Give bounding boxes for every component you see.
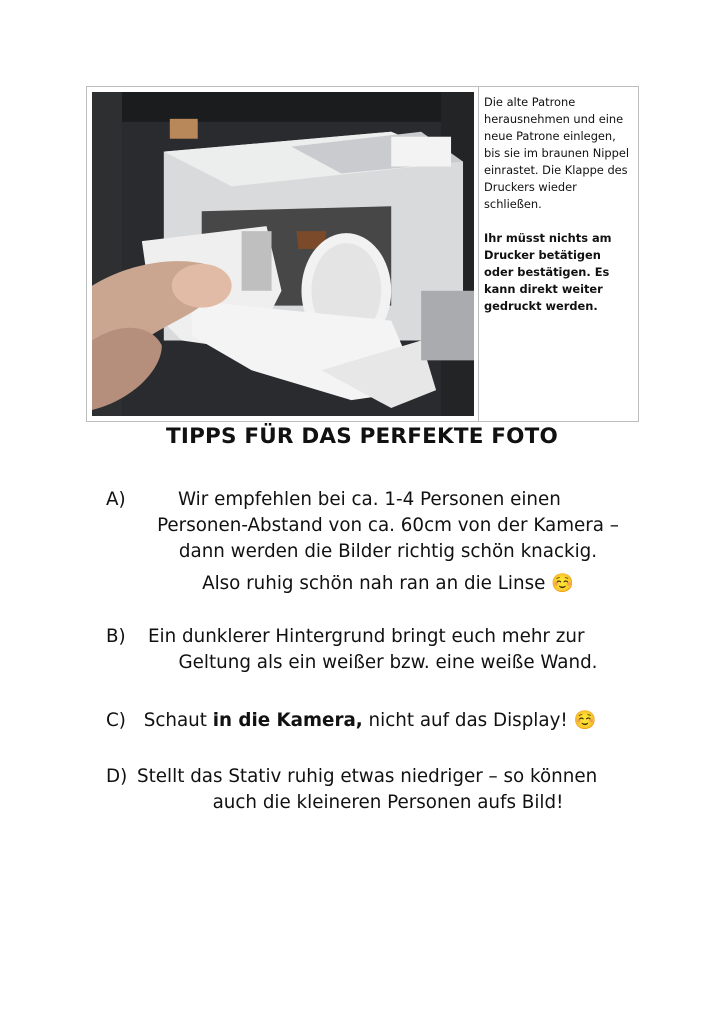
no-action-note: Ihr müsst nichts am Drucker betätigen oder bestätigen. Es kann direkt weiter gedruckt werden.	[484, 231, 612, 313]
photo-cell	[87, 87, 479, 421]
tip-d-line-1: Stellt das Stativ ruhig etwas niedriger – so können	[137, 766, 598, 787]
tip-b-letter: B)	[106, 626, 126, 647]
tip-b	[106, 624, 646, 676]
instruction-table	[86, 86, 639, 422]
tip-d-letter: D)	[106, 766, 128, 787]
cartridge-instruction: Die alte Patrone herausnehmen und eine neue Patrone einlegen, bis sie im braunen Nippel einrastet. Die Klappe des Druckers wieder schließen.	[484, 95, 630, 211]
instruction-text	[479, 87, 638, 421]
tip-c-text-end: nicht auf das Display! ☺️	[362, 710, 597, 731]
tip-c	[106, 708, 646, 734]
tip-a-line-4: Also ruhig schön nah ran an die Linse ☺️	[202, 573, 574, 594]
tip-d-line-2: auch die kleineren Personen aufs Bild!	[212, 792, 564, 813]
page-heading: TIPPS FÜR DAS PERFEKTE FOTO	[166, 424, 558, 449]
tip-a-line-3: dann werden die Bilder richtig schön knackig.	[178, 541, 598, 562]
tip-d	[106, 764, 646, 816]
tip-a-line-1: Wir empfehlen bei ca. 1-4 Personen einen	[178, 489, 561, 510]
tip-c-text-start: Schaut	[143, 710, 213, 731]
tip-a-line-2: Personen-Abstand von ca. 60cm von der Kamera –	[157, 515, 619, 536]
tip-c-letter: C)	[106, 710, 126, 731]
printer-cartridge-photo	[92, 92, 474, 416]
tip-c-emphasis: in die Kamera,	[212, 710, 363, 731]
tip-a-letter: A)	[106, 489, 126, 510]
tip-b-line-1: Ein dunklerer Hintergrund bringt euch mehr zur	[148, 626, 585, 647]
tip-b-line-2: Geltung als ein weißer bzw. eine weiße Wand.	[178, 652, 598, 673]
tip-a	[106, 487, 646, 597]
